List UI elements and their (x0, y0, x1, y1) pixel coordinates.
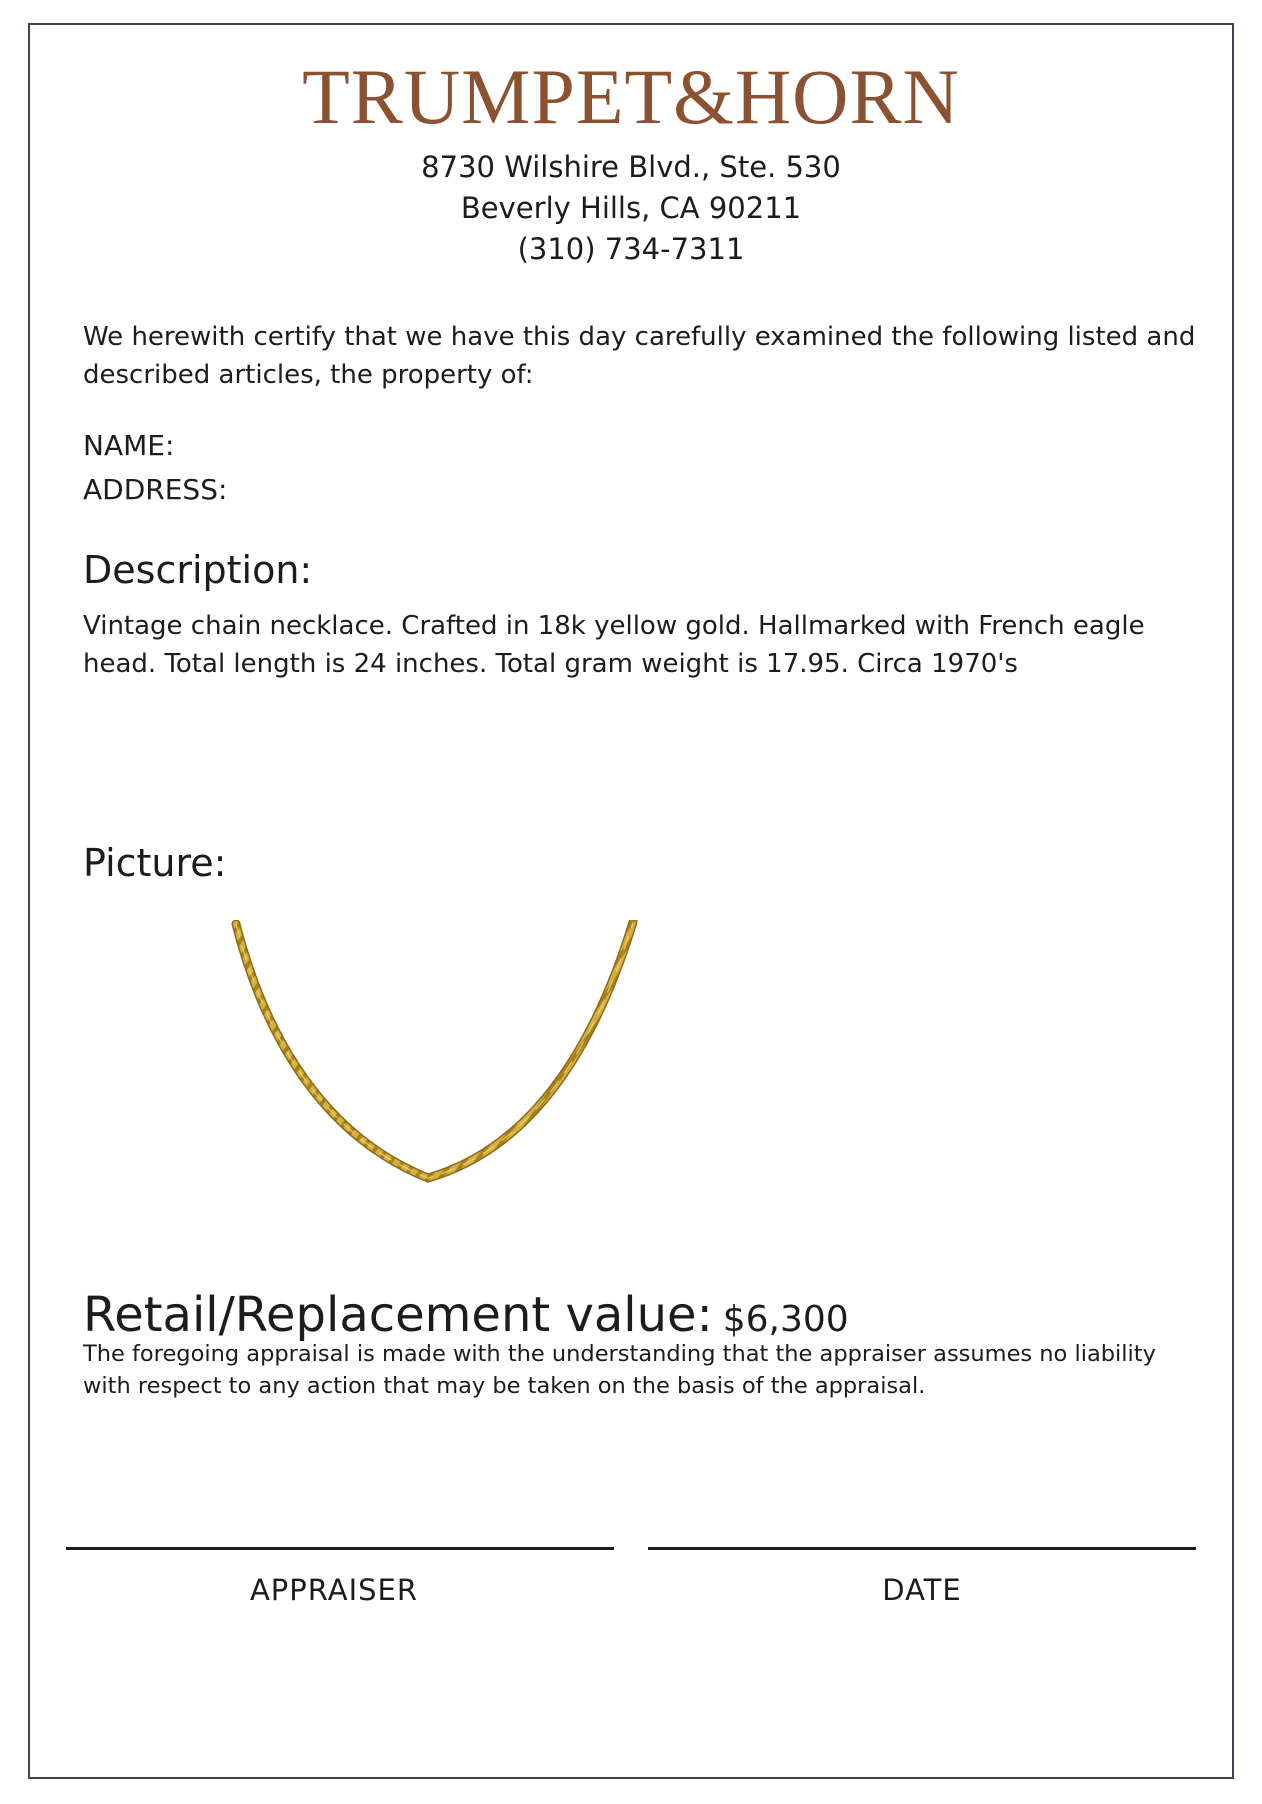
address-label: ADDRESS: (83, 473, 228, 506)
document-border (28, 23, 1234, 1779)
phone-number: (310) 734-7311 (517, 232, 745, 266)
certification-text: We herewith certify that we have this day carefully examined the following listed and described articles, the property of: (83, 322, 1196, 390)
picture-heading: Picture: (83, 841, 227, 885)
valuation-label: Retail/Replacement value: (83, 1287, 713, 1343)
disclaimer-text: The foregoing appraisal is made with the understanding that the appraiser assumes no liability with respect to any action that may be taken on the basis of the appraisal. (83, 1341, 1156, 1399)
description-text: Vintage chain necklace. Crafted in 18k yellow gold. Hallmarked with French eagle head. Total length is 24 inches. Total gram weight is 17.95. Circa 1970's (83, 611, 1145, 679)
name-label: NAME: (83, 429, 175, 462)
necklace-image (228, 920, 648, 1190)
address-line-2: Beverly Hills, CA 90211 (460, 191, 802, 225)
date-signature-line (648, 1547, 1196, 1550)
brand-logo: TRUMPET&HORN (302, 53, 960, 140)
valuation-amount: $6,300 (722, 1299, 849, 1340)
description-heading: Description: (83, 548, 313, 592)
address-line-1: 8730 Wilshire Blvd., Ste. 530 (421, 150, 841, 184)
date-label: DATE (882, 1573, 962, 1607)
appraiser-label: APPRAISER (249, 1573, 419, 1607)
appraiser-signature-line (66, 1547, 614, 1550)
